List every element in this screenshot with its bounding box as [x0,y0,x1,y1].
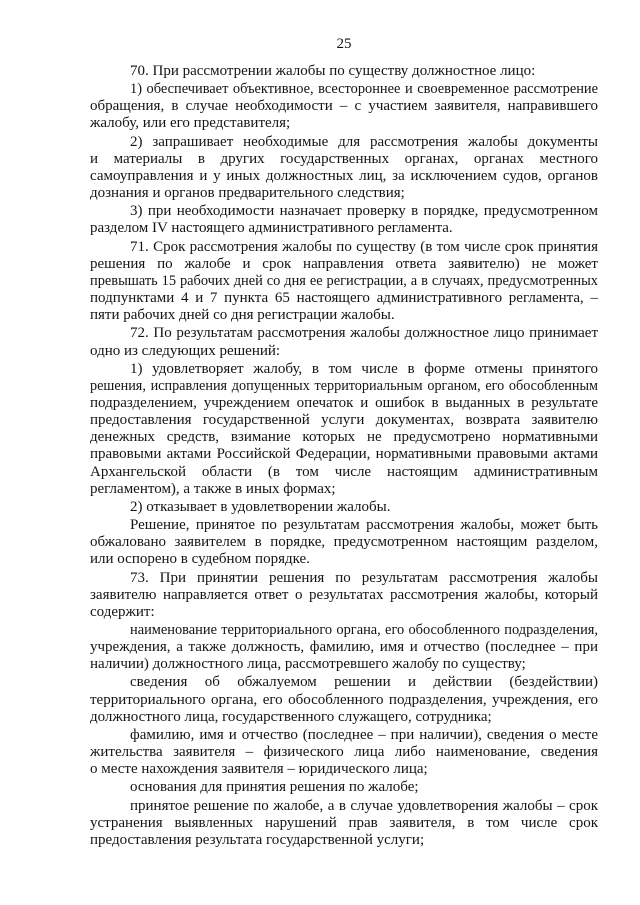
text-line: предоставления государственной услуги документах, возврата заявителю [90,412,598,429]
text-line: 72. По результатам рассмотрения жалобы должностное лицо принимает [130,325,598,342]
text-line: разделом IV настоящего административного регламента. [90,220,453,237]
text-line: фамилию, имя и отчество (последнее – при наличии), сведения о месте [130,726,598,743]
text-line: и материалы в других государственных органах, органах местного [90,150,598,167]
paragraph [90,81,598,132]
text-line: регламентом), а также в иных формах; [90,480,336,497]
text-line: содержит: [90,603,155,620]
text-line: 73. При принятии решения по результатам рассмотрения жалобы [130,569,598,586]
text-line: наименование территориального органа, его обособленного подразделения, [130,622,598,638]
text-line: 71. Срок рассмотрения жалобы по существу (в том числе срок принятия [130,238,598,255]
text-line: превышать 15 рабочих дней со дня ее регистрации, а в случаях, предусмотренных [90,272,598,289]
text-line: жительства заявителя – физического лица либо наименование, сведения [90,744,598,761]
text-line: пяти рабочих дней со дня регистрации жалобы. [90,307,395,324]
text-line: должностного лица, государственного служащего, сотрудника; [90,708,492,725]
text-line: о месте нахождения заявителя – юридического лица; [90,761,428,778]
text-line: или оспорено в судебном порядке. [90,551,310,568]
text-line: 3) при необходимости назначает проверку в порядке, предусмотренном [130,203,598,220]
document-body [90,63,598,849]
paragraph [90,674,598,725]
paragraph [90,622,598,673]
paragraph [90,798,598,849]
paragraph [90,499,598,516]
paragraph [90,727,598,778]
paragraph [90,361,598,498]
text-line: подразделением, учреждением опечаток и ошибок в выданных в результате [90,394,598,411]
text-line: подпунктами 4 и 7 пункта 65 настоящего административного регламента, – [90,290,598,307]
text-line: 2) отказывает в удовлетворении жалобы. [130,498,391,515]
text-line: учреждения, а также должность, фамилию, имя и отчество (последнее – при [90,639,598,656]
paragraph [90,63,598,80]
text-line: обжаловано заявителем в порядке, предусмотренном настоящим разделом, [90,534,598,551]
paragraph [90,203,598,237]
text-line: сведения об обжалуемом решении и действии (бездействии) [130,674,598,691]
text-line: дознания и органов предварительного следствия; [90,185,405,202]
text-line: Архангельской области (в том числе настоящим административным [90,463,598,480]
text-line: 70. При рассмотрении жалобы по существу должностное лицо: [130,63,536,79]
text-line: самоуправления и у иных должностных лиц, за исключением судов, органов [90,167,598,184]
text-line: обращения, в случае необходимости – с участием заявителя, направившего [90,98,598,115]
text-line: правовыми актами Российской Федерации, нормативными правовыми актами [90,446,598,463]
paragraph [90,517,598,568]
text-line: устранения выявленных нарушений прав заявителя, в том числе срок [90,814,598,831]
paragraph [90,325,598,359]
text-line: 1) удовлетворяет жалобу, в том числе в форме отмены принятого [130,360,598,377]
text-line: решения, исправления допущенных территориальным органом, его обособленным [90,377,598,394]
paragraph [90,134,598,203]
text-line: основания для принятия решения по жалобе; [130,779,419,796]
paragraph [90,239,598,325]
paragraph [90,570,598,621]
text-line: Решение, принятое по результатам рассмотрения жалобы, может быть [130,517,598,534]
text-line: 1) обеспечивает объективное, всестороннее и своевременное рассмотрение [130,81,598,98]
text-line: заявителю направляется ответ о результатах рассмотрения жалобы, который [90,586,598,603]
text-line: решения по жалобе и срок направления ответа заявителю) не может [90,255,598,272]
paragraph [90,779,598,796]
page-number: 25 [336,36,352,52]
text-line: одно из следующих решений: [90,342,281,359]
text-line: принятое решение по жалобе, а в случае удовлетворения жалобы – срок [130,797,598,814]
text-line: денежных средств, взимание которых не предусмотрено нормативными [90,429,598,446]
text-line: жалобу, или его представителя; [90,115,291,132]
text-line: предоставления результата государственной услуги; [90,831,425,848]
text-line: 2) запрашивает необходимые для рассмотрения жалобы документы [130,133,598,150]
text-line: наличии) должностного лица, рассмотревшего жалобу по существу; [90,656,526,673]
text-line: территориального органа, его обособленного подразделения, учреждения, его [90,691,598,708]
